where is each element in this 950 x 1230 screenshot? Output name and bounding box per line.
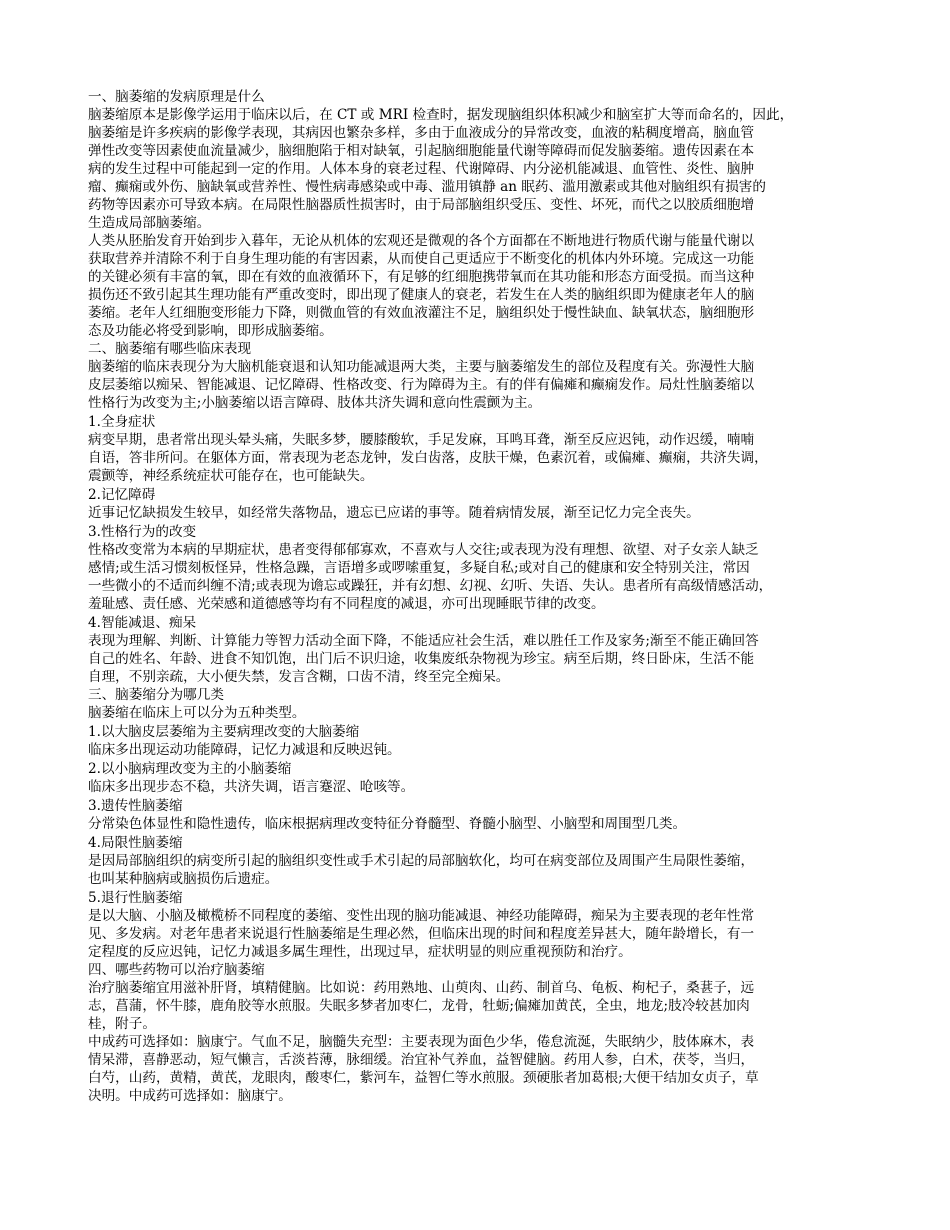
paragraph-line: 临床多出现步态不稳，共济失调，语言蹇涩、呛咳等。 xyxy=(88,779,415,795)
paragraph-line: 定程度的反应迟钝，记忆力减退多属生理性，出现过早，症状明显的则应重视预防和治疗。 xyxy=(88,944,632,960)
paragraph-line: 病的发生过程中可能起到一定的作用。人体本身的衰老过程、代谢障碍、内分泌机能减退、血管性、炎性、脑肿 xyxy=(88,161,755,177)
paragraph-line: 获取营养并清除不利于自身生理功能的有害因素，从而使自己更适应于不断变化的机体内外环境。完成这一功能 xyxy=(88,251,755,267)
paragraph-line: 脑萎缩原本是影像学运用于临床以后，在 CT 或 MRI 检查时，据发现脑组织体积减少和脑室扩大等而命名的，因此， xyxy=(88,107,794,123)
paragraph-line: 萎缩。老年人红细胞变形能力下降，则微血管的有效血液灌注不足，脑组织处于慢性缺血、缺氧状态，脑细胞形 xyxy=(88,305,755,321)
paragraph-line: 损伤还不致引起其生理功能有严重改变时，即出现了健康人的衰老，若发生在人类的脑组织即为健康老年人的脑 xyxy=(88,287,755,303)
paragraph-line: 近事记忆缺损发生较早，如经常失落物品，遗忘已应诺的事等。随着病情发展，渐至记忆力完全丧失。 xyxy=(88,505,700,521)
paragraph-line: 也叫某种脑病或脑损伤后遗症。 xyxy=(88,871,279,887)
subheading: 2.以小脑病理改变为主的小脑萎缩 xyxy=(88,761,292,777)
paragraph-line: 分常染色体显性和隐性遗传，临床根据病理改变特征分脊髓型、脊髓小脑型、小脑型和周围型几类。 xyxy=(88,816,687,832)
paragraph-line: 志，菖蒲，怀牛膝，鹿角胶等水煎服。失眠多梦者加枣仁，龙骨，牡蛎;偏瘫加黄芪，全虫，地龙;肢冷较甚加肉 xyxy=(88,998,750,1014)
subheading: 1.全身症状 xyxy=(88,414,156,430)
paragraph-line: 桂，附子。 xyxy=(88,1016,156,1032)
paragraph-line: 脑萎缩是许多疾病的影像学表现，其病因也繁杂多样，多由于血液成分的异常改变，血液的粘稠度增高，脑血管 xyxy=(88,125,755,141)
paragraph-line: 是以大脑、小脑及橄榄桥不同程度的萎缩、变性出现的脑功能减退、神经功能障碍，痴呆为主要表现的老年性常 xyxy=(88,908,755,924)
paragraph-line: 决明。中成药可选择如：脑康宁。 xyxy=(88,1088,292,1104)
paragraph-line: 的关键必须有丰富的氧，即在有效的血液循环下，有足够的红细胞携带氧而在其功能和形态方面受损。而当这种 xyxy=(88,269,755,285)
subheading: 3.性格行为的改变 xyxy=(88,524,197,540)
paragraph-line: 羞耻感、责任感、光荣感和道德感等均有不同程度的减退，亦可出现睡眠节律的改变。 xyxy=(88,596,605,612)
subheading: 3.遗传性脑萎缩 xyxy=(88,798,183,814)
paragraph-line: 自理，不别亲疏，大小便失禁，发言含糊，口齿不清，终至完全痴呆。 xyxy=(88,669,510,685)
paragraph-line: 自己的姓名、年龄、进食不知饥饱，出门后不识归途，收集废纸杂物视为珍宝。病至后期，终日卧床，生活不能 xyxy=(88,651,755,667)
heading-2: 二、脑萎缩有哪些临床表现 xyxy=(88,341,252,357)
paragraph-line: 治疗脑萎缩宜用滋补肝肾，填精健脑。比如说：药用熟地、山萸肉、山药、制首乌、龟板、枸杞子，桑葚子，远 xyxy=(88,980,755,996)
paragraph-line: 弹性改变等因素使血流量减少，脑细胞陷于相对缺氧，引起脑细胞能量代谢等障碍而促发脑萎缩。遗传因素在本 xyxy=(88,143,755,159)
subheading: 1.以大脑皮层萎缩为主要病理改变的大脑萎缩 xyxy=(88,724,360,740)
paragraph-line: 是因局部脑组织的病变所引起的脑组织变性或手术引起的局部脑软化，均可在病变部位及周围产生局限性萎缩， xyxy=(88,853,755,869)
paragraph-line: 临床多出现运动功能障碍，记忆力减退和反映迟钝。 xyxy=(88,742,401,758)
paragraph-line: 人类从胚胎发育开始到步入暮年，无论从机体的宏观还是微观的各个方面都在不断地进行物质代谢与能量代谢以 xyxy=(88,233,755,249)
paragraph-line: 见、多发病。对老年患者来说退行性脑萎缩是生理必然，但临床出现的时间和程度差异甚大，随年龄增长，有一 xyxy=(88,926,755,942)
paragraph-line: 病变早期，患者常出现头晕头痛，失眠多梦，腰膝酸软，手足发麻，耳鸣耳聋，渐至反应迟钝，动作迟缓，喃喃 xyxy=(88,432,755,448)
paragraph-line: 震颤等，神经系统症状可能存在，也可能缺失。 xyxy=(88,468,374,484)
paragraph-line: 脑萎缩的临床表现分为大脑机能衰退和认知功能减退两大类，主要与脑萎缩发生的部位及程度有关。弥漫性大脑 xyxy=(88,359,755,375)
paragraph-line: 生造成局部脑萎缩。 xyxy=(88,215,211,231)
paragraph-line: 性格改变常为本病的早期症状，患者变得郁郁寡欢，不喜欢与人交往;或表现为没有理想、欲望、对子女亲人缺乏 xyxy=(88,542,759,558)
paragraph-line: 中成药可选择如：脑康宁。气血不足，脑髓失充型：主要表现为面色少华，倦怠流涎，失眠纳少，肢体麻木，表 xyxy=(88,1034,755,1050)
paragraph-line: 表现为理解、判断、计算能力等智力活动全面下降，不能适应社会生活，难以胜任工作及家务;渐至不能正确回答 xyxy=(88,633,759,649)
paragraph-line: 脑萎缩在临床上可以分为五种类型。 xyxy=(88,705,306,721)
paragraph-line: 态及功能必将受到影响，即形成脑萎缩。 xyxy=(88,323,333,339)
paragraph-line: 自语，答非所问。在躯体方面，常表现为老态龙钟，发白齿落，皮肤干燥，色素沉着，或偏瘫、癫痫，共济失调， xyxy=(88,450,768,466)
paragraph-line: 情呆滞，喜静恶动，短气懒言，舌淡苔薄，脉细缓。治宜补气养血，益智健脑。药用人参，白术，茯苓，当归， xyxy=(88,1052,755,1068)
subheading: 4.智能减退、痴呆 xyxy=(88,615,197,631)
subheading: 4.局限性脑萎缩 xyxy=(88,835,183,851)
paragraph-line: 瘤、癫痫或外伤、脑缺氧或营养性、慢性病毒感染或中毒、滥用镇静 an 眠药、滥用激素或其他对脑组织有损害的 xyxy=(88,179,766,195)
paragraph-line: 一些微小的不适而纠缠不清;或表现为谵忘或躁狂，并有幻想、幻视、幻听、失语、失认。患者所有高级情感活动， xyxy=(88,578,773,594)
heading-4: 四、哪些药物可以治疗脑萎缩 xyxy=(88,962,265,978)
heading-3: 三、脑萎缩分为哪几类 xyxy=(88,687,224,703)
paragraph-line: 皮层萎缩以痴呆、智能减退、记忆障碍、性格改变、行为障碍为主。有的伴有偏瘫和癫痫发作。局灶性脑萎缩以 xyxy=(88,377,755,393)
paragraph-line: 感情;或生活习惯刻板怪异，性格急躁，言语增多或啰嗦重复，多疑自私;或对自己的健康和安全特别关注，常因 xyxy=(88,560,750,576)
heading-1: 一、脑萎缩的发病原理是什么 xyxy=(88,89,265,105)
paragraph-line: 药物等因素亦可导致本病。在局限性脑器质性损害时，由于局部脑组织受压、变性、坏死，而代之以胶质细胞增 xyxy=(88,197,755,213)
paragraph-line: 性格行为改变为主;小脑萎缩以语言障碍、肢体共济失调和意向性震颤为主。 xyxy=(88,395,542,411)
paragraph-line: 白芍，山药，黄精，黄芪，龙眼肉，酸枣仁，紫河车，益智仁等水煎服。颈硬胀者加葛根;大便干结加女贞子，草 xyxy=(88,1070,759,1086)
subheading: 5.退行性脑萎缩 xyxy=(88,890,183,906)
subheading: 2.记忆障碍 xyxy=(88,487,156,503)
